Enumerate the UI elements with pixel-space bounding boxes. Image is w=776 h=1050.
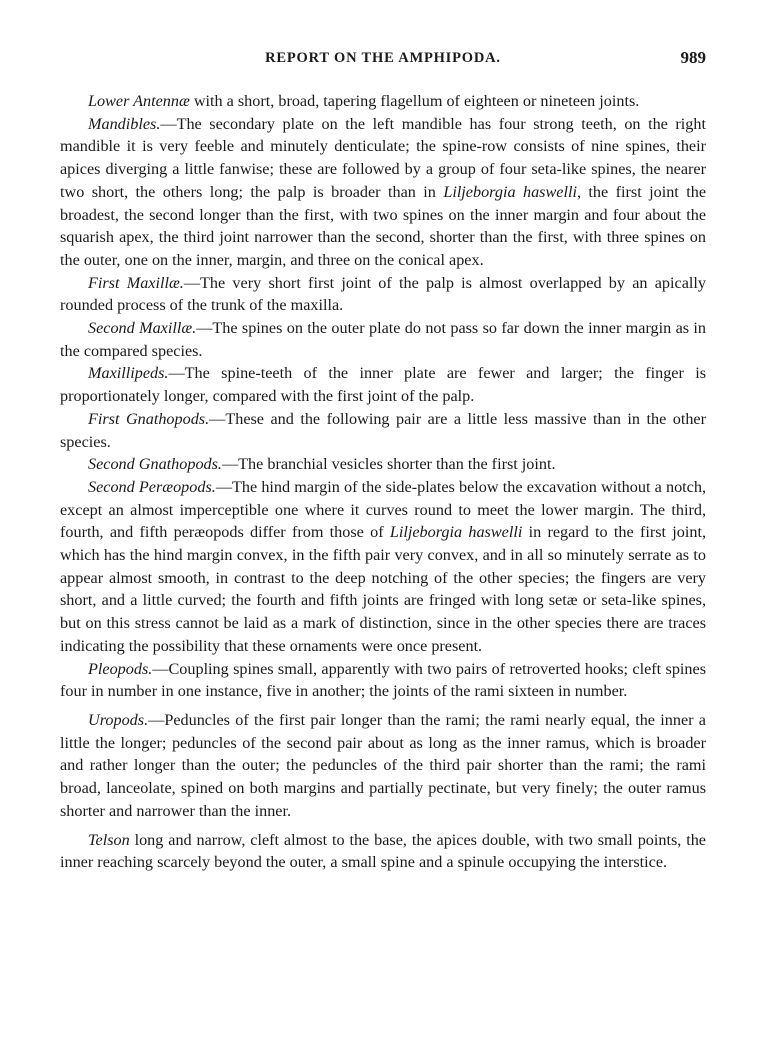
paragraph-lead: Pleopods. xyxy=(88,659,153,678)
paragraph-text: —The spine-teeth of the inner plate are fewer and larger; the finger is proportionately longer, compared with the first joint of the palp. xyxy=(60,364,706,406)
species-name: Liljeborgia haswelli xyxy=(443,182,577,201)
paragraph-lower-antennae xyxy=(60,90,706,113)
paragraph-second-peraeopods xyxy=(60,476,706,658)
paragraph-lead: Lower Antennæ xyxy=(88,92,190,110)
paragraph-second-maxillae xyxy=(60,317,706,362)
paragraph-lead: Second Peræopods. xyxy=(88,477,216,496)
paragraph-text: in regard to the first joint, which has the hind margin convex, in the fifth pair very convex, and in all so minutely serrate as to appear almost smooth, in contrast to the deep notching of the other species; the fingers are very short, and a little curved; the fourth and fifth joints are fringed with long setæ or seta-like spines, but on this stress cannot be laid as a mark of distinction, since in the other species there are traces indicating the possibility that these ornaments were once present. xyxy=(60,523,707,655)
paragraph-lead: Telson xyxy=(88,830,130,849)
running-title: REPORT ON THE AMPHIPODA. xyxy=(265,50,501,66)
paragraph-text: —The spines on the outer plate do not pass so far down the inner margin as in the compared species. xyxy=(60,319,707,360)
page-header xyxy=(60,50,706,72)
paragraph-lead: Uropods. xyxy=(88,710,149,729)
paragraph-text: —The hind margin of the side-plates below the excavation without a notch, except an almost imperceptible one where it curves round to meet the lower margin. The third, fourth, and fifth peræopods differ from those of xyxy=(60,477,706,542)
paragraph-lead: First Maxillæ. xyxy=(88,273,184,292)
page-number: 989 xyxy=(680,48,706,67)
paragraph-text: with a short, broad, tapering flagellum of eighteen or nineteen joints. xyxy=(189,92,640,110)
paragraph-maxillipeds xyxy=(60,362,706,407)
paragraph-text: , the first joint the broadest, the second longer than the first, with two spines on the inner margin and four about the squarish apex, the third joint narrower than the second, shorter than the first, with three spines on the outer, one on the inner, margin, and three on the conical apex. xyxy=(60,182,706,269)
paragraph-text: —The very short first joint of the palp is almost overlapped by an apically rounded process of the trunk of the maxilla. xyxy=(60,273,706,315)
paragraph-text: long and narrow, cleft almost to the base, the apices double, with two small points, the inner reaching scarcely beyond the outer, a small spine and a spinule occupying the interstice. xyxy=(60,830,706,872)
paragraph-text: —These and the following pair are a little less massive than in the other species. xyxy=(60,409,706,451)
paragraph-telson xyxy=(60,829,706,874)
paragraph-lead: Second Maxillæ. xyxy=(88,319,197,338)
paragraph-text: —The secondary plate on the left mandible has four strong teeth, on the right mandible it is very feeble and minutely denticulate; the spine-row consists of nine spines, their apices diverging a little fanwise; these are followed by a group of four seta-like spines, the nearer two short, the others long; the palp is broader than in xyxy=(60,114,706,201)
paragraph-text: —Peduncles of the first pair longer than the rami; the rami nearly equal, the inner a little the longer; peduncles of the second pair about as long as the inner ramus, which is broader and rather longer than the outer; the peduncles of the third pair shorter than the rami; the rami broad, lanceolate, spined on both margins and partially pectinate, but very finely; the outer ramus shorter and narrower than the inner. xyxy=(60,710,706,820)
paragraph-uropods xyxy=(60,709,706,823)
paragraph-lead: First Gnathopods. xyxy=(88,409,210,428)
paragraph-second-gnathopods xyxy=(60,453,706,476)
paragraph-first-gnathopods xyxy=(60,408,706,453)
paragraph-mandibles xyxy=(60,113,706,272)
paragraph-first-maxillae xyxy=(60,272,706,317)
paragraph-lead: Maxillipeds. xyxy=(88,364,169,383)
body-text xyxy=(60,90,706,874)
species-name: Liljeborgia haswelli xyxy=(389,523,523,542)
paragraph-lead: Mandibles. xyxy=(88,114,161,133)
paragraph-text: —The branchial vesicles shorter than the first joint. xyxy=(221,455,556,474)
paragraph-pleopods xyxy=(60,658,706,703)
paragraph-text: —Coupling spines small, apparently with two pairs of retroverted hooks; cleft spines four in number in one instance, five in another; the joints of the rami sixteen in number. xyxy=(60,659,706,701)
paragraph-lead: Second Gnathopods. xyxy=(88,455,222,474)
